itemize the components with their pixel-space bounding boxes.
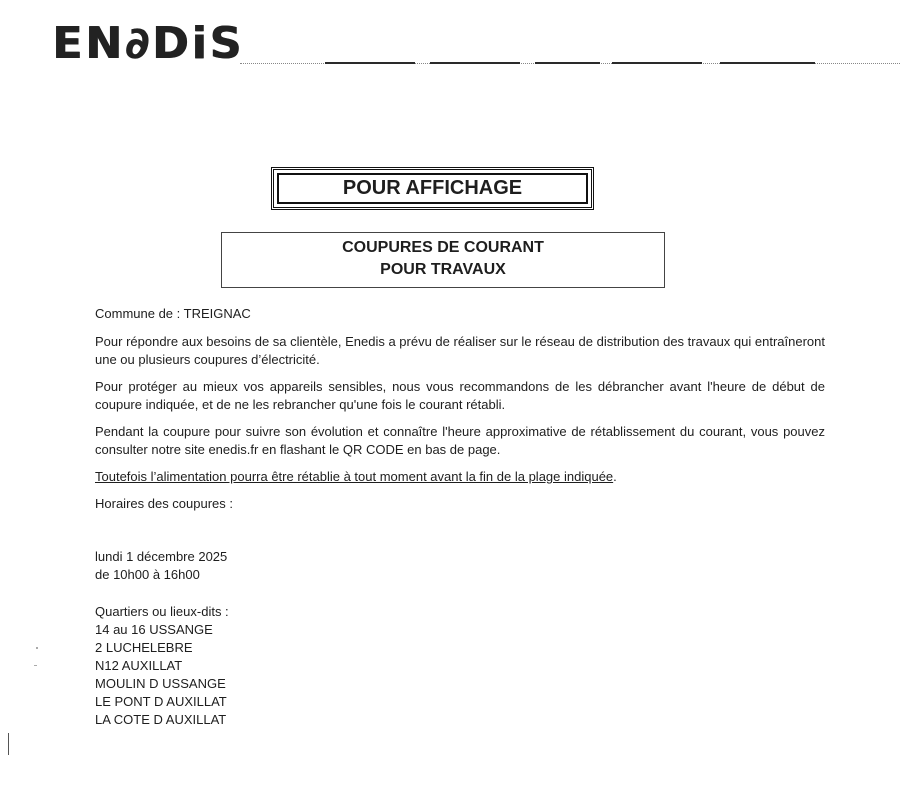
warning-line <box>95 468 617 486</box>
notice-title-box <box>221 232 665 288</box>
schedule-date: lundi 1 décembre 2025 <box>95 549 228 564</box>
header-rule-segment <box>430 62 520 64</box>
scan-mark <box>8 733 9 755</box>
schedule-label: Horaires des coupures : <box>95 496 234 511</box>
header-rule-segment <box>612 62 702 64</box>
warning-text: Toutefois l’alimentation pourra être rétablie à tout moment avant la fin de la plage indiquée <box>95 469 614 484</box>
commune-line: Commune de : TREIGNAC <box>95 306 251 321</box>
poster-title-box <box>271 167 594 210</box>
place-item: 14 au 16 USSANGE <box>95 622 213 637</box>
paragraph-needs: Pour répondre aux besoins de sa clientèle, Enedis a prévu de réaliser sur le réseau de distribution des travaux qui entraîneront une ou plusieurs coupures d’électricité. <box>95 334 825 367</box>
schedule-time: de 10h00 à 16h00 <box>95 567 200 582</box>
header-rule-segment <box>720 62 815 64</box>
notice-title-line1: COUPURES DE COURANT <box>342 239 544 256</box>
place-item: 2 LUCHELEBRE <box>95 640 193 655</box>
place-item: N12 AUXILLAT <box>95 658 183 673</box>
header-rule-segment <box>325 62 415 64</box>
notice-title-line2: POUR TRAVAUX <box>380 261 506 278</box>
scan-mark <box>36 647 38 649</box>
places-label: Quartiers ou lieux-dits : <box>95 604 229 619</box>
scan-mark <box>34 665 37 666</box>
enedis-logo: EN∂DiS <box>52 18 245 69</box>
place-item: MOULIN D USSANGE <box>95 676 226 691</box>
paragraph-follow: Pendant la coupure pour suivre son évolution et connaître l'heure approximative de rétablissement du courant, vous pouvez consulter notre site enedis.fr en flashant le QR CODE en bas de page. <box>95 424 825 457</box>
warning-period: . <box>613 469 617 484</box>
poster-title: POUR AFFICHAGE <box>342 177 523 199</box>
place-item: LE PONT D AUXILLAT <box>95 694 227 709</box>
header-rule-segment <box>535 62 600 64</box>
place-item: LA COTE D AUXILLAT <box>95 712 227 727</box>
paragraph-protect: Pour protéger au mieux vos appareils sensibles, nous vous recommandons de les débrancher avant l'heure de début de coupure indiquée, et de ne les rebrancher qu'une fois le courant rétabli. <box>95 379 825 412</box>
